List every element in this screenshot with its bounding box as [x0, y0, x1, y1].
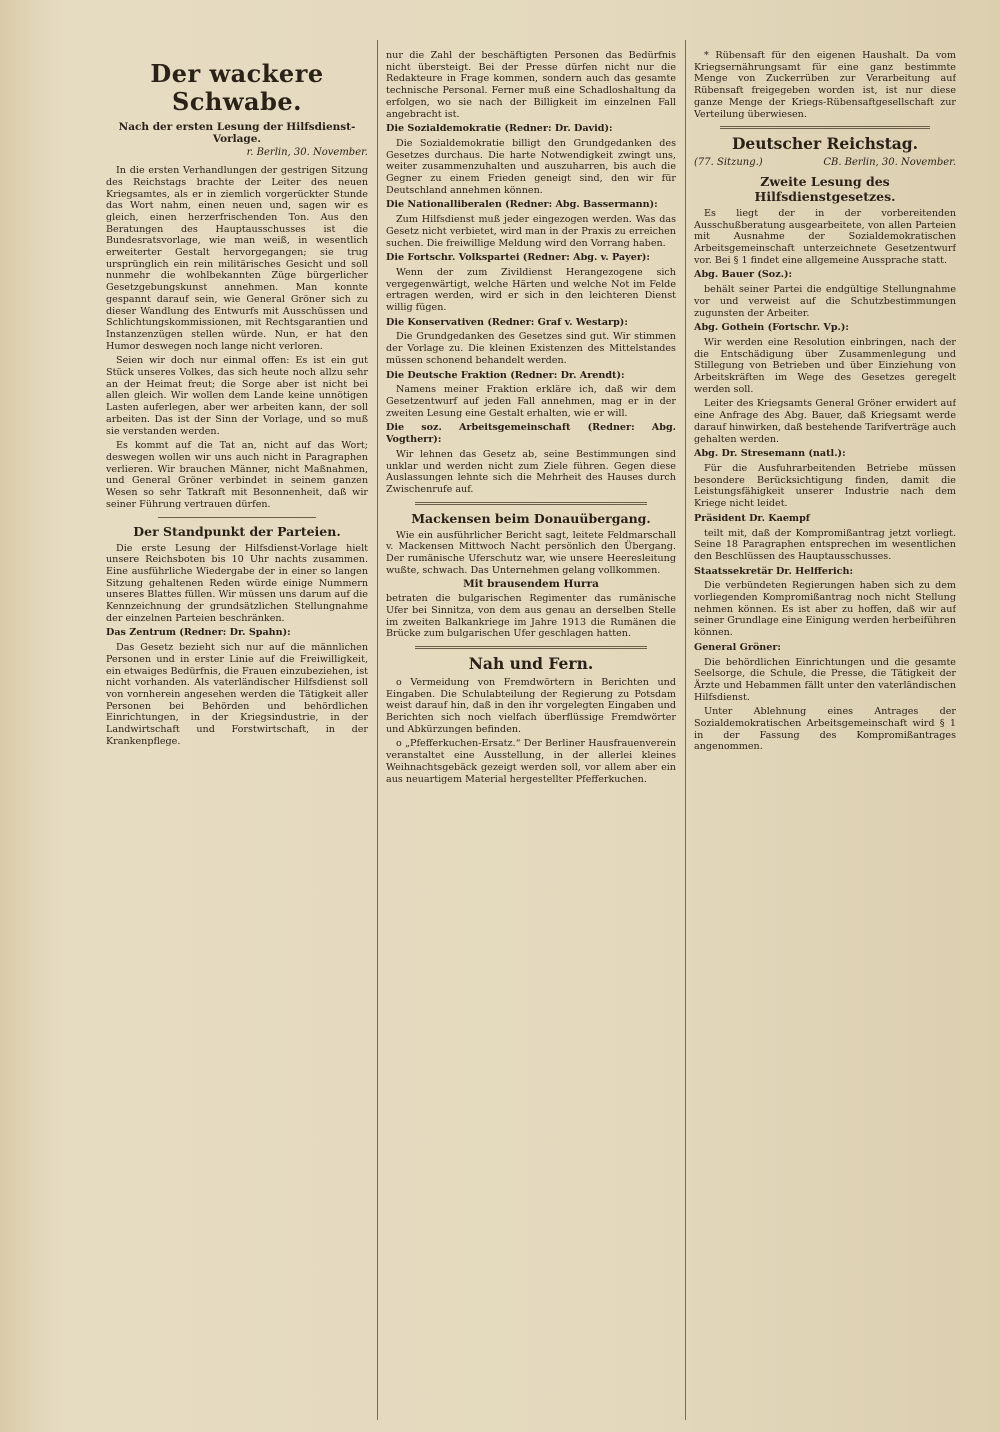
speaker-label: Die Sozialdemokratie (Redner: Dr. David):: [386, 123, 613, 135]
article-paragraph: Leiter des Kriegsamts General Gröner erwidert auf eine Anfrage des Abg. Bauer, daß Kriegsamt werde darauf hinwirken, daß bestehende Tarifverträge auch gehalten werden.: [694, 398, 956, 445]
section-heading-parties: Der Standpunkt der Parteien.: [133, 523, 341, 539]
speaker-label: Staatssekretär Dr. Helfferich:: [694, 565, 853, 577]
column-middle: [386, 50, 676, 1422]
column-rule: [377, 40, 378, 1420]
speaker-label: Die Deutsche Fraktion (Redner: Dr. Arendt):: [386, 369, 625, 381]
speaker-label: Abg. Gothein (Fortschr. Vp.):: [694, 322, 849, 334]
article-paragraph: Es liegt der in der vorbereitenden Ausschußberatung ausgearbeitete, von allen Parteien mit Ausnahme der Sozialdemokratischen Arbeitsgemeinschaft unterzeichnete Gesetzentwurf vor. Bei § 1 findet eine allgemeine Aussprache statt.: [694, 207, 956, 266]
article-paragraph: Wir werden eine Resolution einbringen, nach der die Entschädigung über Zusammenlegung und Stillegung von Betrieben und über Einziehung von Arbeitskräften im Wege des Gesetzes geregelt werden soll.: [694, 336, 956, 395]
article-title: Der wackere Schwabe.: [150, 59, 324, 116]
article-paragraph: Namens meiner Fraktion erkläre ich, daß wir dem Gesetzentwurf auf jeden Fall annehmen, mag er in der zweiten Lesung eine Gestalt erhalten, wie er will.: [386, 384, 676, 419]
speaker-label: Abg. Bauer (Soz.):: [694, 269, 793, 281]
news-item: * Rübensaft für den eigenen Haushalt. Da vom Kriegsernährungsamt für eine ganz bestimmte Menge von Zuckerrüben zur Verarbeitung auf Rübensaft freigegeben worden ist, ist nur diese ganze Menge der Kriegs-Rübensaftgesellschaft zur Verteilung überwiesen.: [694, 50, 956, 120]
article-paragraph: Zum Hilfsdienst muß jeder eingezogen werden. Was das Gesetz nicht verbietet, wird man in der Praxis zu erreichen suchen. Die freiwillige Meldung wird den Vorrang haben.: [386, 214, 676, 249]
column-right: [694, 50, 956, 1422]
article-paragraph: Für die Ausfuhrarbeitenden Betriebe müssen besondere Berücksichtigung finden, damit die Leistungsfähigkeit unserer Industrie nach dem Kriege nicht leidet.: [694, 462, 956, 510]
separator: [415, 646, 647, 649]
sub-heading: Mit brausendem Hurra: [463, 578, 599, 591]
article-dateline: r. Berlin, 30. November.: [246, 147, 368, 159]
separator: [720, 126, 930, 129]
article-paragraph: teilt mit, daß der Kompromißantrag jetzt vorliegt. Seine 18 Paragraphen entsprechen im wesentlichen den Beschlüssen des Hauptausschusses.: [694, 527, 956, 562]
session-date: CB. Berlin, 30. November.: [823, 157, 956, 169]
column-left: [106, 50, 368, 1422]
section-heading-reichstag: Deutscher Reichstag.: [731, 134, 919, 154]
speaker-label: Die Nationalliberalen (Redner: Abg. Bassermann):: [386, 199, 658, 211]
article-paragraph: betraten die bulgarischen Regimenter das rumänische Ufer bei Sinnitza, von dem aus genau an derselben Stelle im zweiten Balkankriege im Jahre 1913 die Rumänen die Brücke zum bulgarischen Ufer geschlagen hatten.: [386, 593, 676, 640]
column-rule: [685, 40, 686, 1420]
speaker-label: Das Zentrum (Redner: Dr. Spahn):: [106, 627, 291, 639]
speaker-label: Die soz. Arbeitsgemeinschaft (Redner: Abg. Vogtherr):: [386, 422, 676, 446]
article-paragraph: Wir lehnen das Gesetz ab, seine Bestimmungen sind unklar und werden nicht zum Ziele führen. Gegen diese Auslassungen lehnte sich die Mehrheit des Hauses durch Zwischenrufe auf.: [386, 448, 676, 495]
speaker-label: Die Fortschr. Volkspartei (Redner: Abg. v. Payer):: [386, 252, 650, 264]
article-paragraph: Wie ein ausführlicher Bericht sagt, leitete Feldmarschall v. Mackensen Mittwoch Nacht persönlich den Übergang. Der rumänische Uferschutz war, wie unsere Heeresleitung wußte, schwach. Das Unternehmen gelang vollkommen.: [386, 529, 676, 576]
session-number: (77. Sitzung.): [694, 157, 763, 169]
article-paragraph: In die ersten Verhandlungen der gestrigen Sitzung des Reichstags brachte der Leiter des neuen Kriegsamtes, als er in ziemlich vorgerückter Stunde das Wort nahm, einen neuen und, sagen wir es gleich, einen herzerfrischenden Ton. Aus den Beratungen des Hauptausschusses ist die Bundesratsvorlage, wie man weiß, in wesentlich erweiterter Gestalt hervorgegangen; sie trug ursprünglich ein rein militärisches Gesicht und soll nunmehr die wohlbekannten Züge bürgerlicher Gesetzgebungskunst annehmen. Man konnte gespannt darauf sein, wie General Gröner sich zu dieser Wandlung des Entwurfs mit Ausschüssen und Schlichtungskommissionen, mit Rechtsgarantien und Instanzenzügen stellen würde. Nun, er hat den Humor deswegen noch lange nicht verloren.: [106, 165, 368, 352]
section-heading-zweite-lesung: Zweite Lesung des Hilfsdienstgesetzes.: [754, 173, 896, 204]
article-paragraph: Die behördlichen Einrichtungen und die gesamte Seelsorge, die Schule, die Presse, die Tätigkeit der Ärzte und Hebammen fällt unter den vaterländischen Hilfsdienst.: [694, 656, 956, 703]
speaker-label: Präsident Dr. Kaempf: [694, 512, 810, 524]
article-paragraph: Es kommt auf die Tat an, nicht auf das Wort; deswegen wollen wir uns auch nicht in Paragraphen verlieren. Wir brauchen Männer, nicht Maßnahmen, und General Gröner verbindet in seinem ganzen Wesen so sehr Tatkraft mit Besonnenheit, daß wir seiner Führung vertrauen dürfen.: [106, 440, 368, 510]
speaker-label: General Gröner:: [694, 641, 781, 653]
separator: [158, 517, 315, 518]
news-item: o „Pfefferkuchen-Ersatz.“ Der Berliner Hausfrauenverein veranstaltet eine Ausstellung, in der allerlei kleines Weihnachtsgebäck gezeigt werden soll, vor allem aber ein aus neuartigem Material hergestellter Pfefferkuchen.: [386, 738, 676, 785]
section-heading-nah-und-fern: Nah und Fern.: [468, 653, 594, 673]
news-item: o Vermeidung von Fremdwörtern in Berichten und Eingaben. Die Schulabteilung der Regierung zu Potsdam weist darauf hin, daß in den ihr vorgelegten Eingaben und Berichten sich noch vielfach überflüssige Fremdwörter und Abkürzungen befinden.: [386, 676, 676, 735]
article-paragraph: Unter Ablehnung eines Antrages der Sozialdemokratischen Arbeitsgemeinschaft wird § 1 in der Fassung des Kompromißantrages angenommen.: [694, 706, 956, 753]
article-paragraph: Die erste Lesung der Hilfsdienst-Vorlage hielt unsere Reichsboten bis 10 Uhr nachts zusammen. Eine ausführliche Wiedergabe der in einer so langen Sitzung gehaltenen Reden würde einige Nummern unseres Blattes füllen. Wir müssen uns darum auf die Kennzeichnung der grundsätzlichen Stellungnahme der einzelnen Parteien beschränken.: [106, 542, 368, 624]
article-subtitle: Nach der ersten Lesung der Hilfsdienst-Vorlage.: [118, 121, 356, 145]
article-paragraph: Die Sozialdemokratie billigt den Grundgedanken des Gesetzes durchaus. Die harte Notwendigkeit zwingt uns, weiter zusammenzuhalten und auszuharren, bis auch die Gegner zu einem Frieden geneigt sind, den wir für Deutschland annehmen können.: [386, 137, 676, 196]
article-paragraph: Seien wir doch nur einmal offen: Es ist ein gut Stück unseres Volkes, das sich heute noch allzu sehr an der Heimat freut; die Sorge aber ist nicht bei allen gleich. Wir wollen dem Lande keine unnötigen Lasten auferlegen, aber wer arbeiten kann, der soll arbeiten. Das ist der Sinn der Vorlage, und so muß sie verstanden werden.: [106, 355, 368, 437]
separator: [415, 502, 647, 505]
article-paragraph: nur die Zahl der beschäftigten Personen das Bedürfnis nicht übersteigt. Bei der Presse dürfen nicht nur die Redakteure in Frage kommen, sondern auch das gesamte technische Personal. Ferner muß eine Schadloshaltung da erfolgen, wo sie nach der Billigkeit im einzelnen Fall angebracht ist.: [386, 50, 676, 120]
article-paragraph: Die Grundgedanken des Gesetzes sind gut. Wir stimmen der Vorlage zu. Die kleinen Existenzen des Mittelstandes müssen schonend behandelt werden.: [386, 331, 676, 366]
speaker-label: Die Konservativen (Redner: Graf v. Westarp):: [386, 316, 628, 328]
article-paragraph: behält seiner Partei die endgültige Stellungnahme vor und verweist auf die Schutzbestimmungen zugunsten der Arbeiter.: [694, 284, 956, 319]
section-heading-mackensen: Mackensen beim Donauübergang.: [411, 510, 651, 526]
article-paragraph: Wenn der zum Zivildienst Herangezogene sich vergegenwärtigt, welche Härten und welche Not im Felde ertragen werden, wird er sich in den leichteren Dienst willig fügen.: [386, 266, 676, 314]
speaker-label: Abg. Dr. Stresemann (natl.):: [694, 448, 846, 460]
article-paragraph: Das Gesetz bezieht sich nur auf die männlichen Personen und in erster Linie auf die Freiwilligkeit, ein etwaiges Bedürfnis, die Frauen einzubeziehen, ist nicht vorhanden. Als vaterländischer Hilfsdienst soll von vornherein angesehen werden die Tätigkeit aller Personen bei Behörden und behördlichen Einrichtungen, in der Kriegsindustrie, in der Landwirtschaft und Forstwirtschaft, in der Krankenpflege.: [106, 642, 368, 747]
article-paragraph: Die verbündeten Regierungen haben sich zu dem vorliegenden Kompromißantrag noch nicht Stellung nehmen können. Es ist aber zu hoffen, daß wir auf seiner Grundlage eine Einigung werden herbeiführen können.: [694, 580, 956, 639]
session-dateline: [694, 157, 956, 169]
